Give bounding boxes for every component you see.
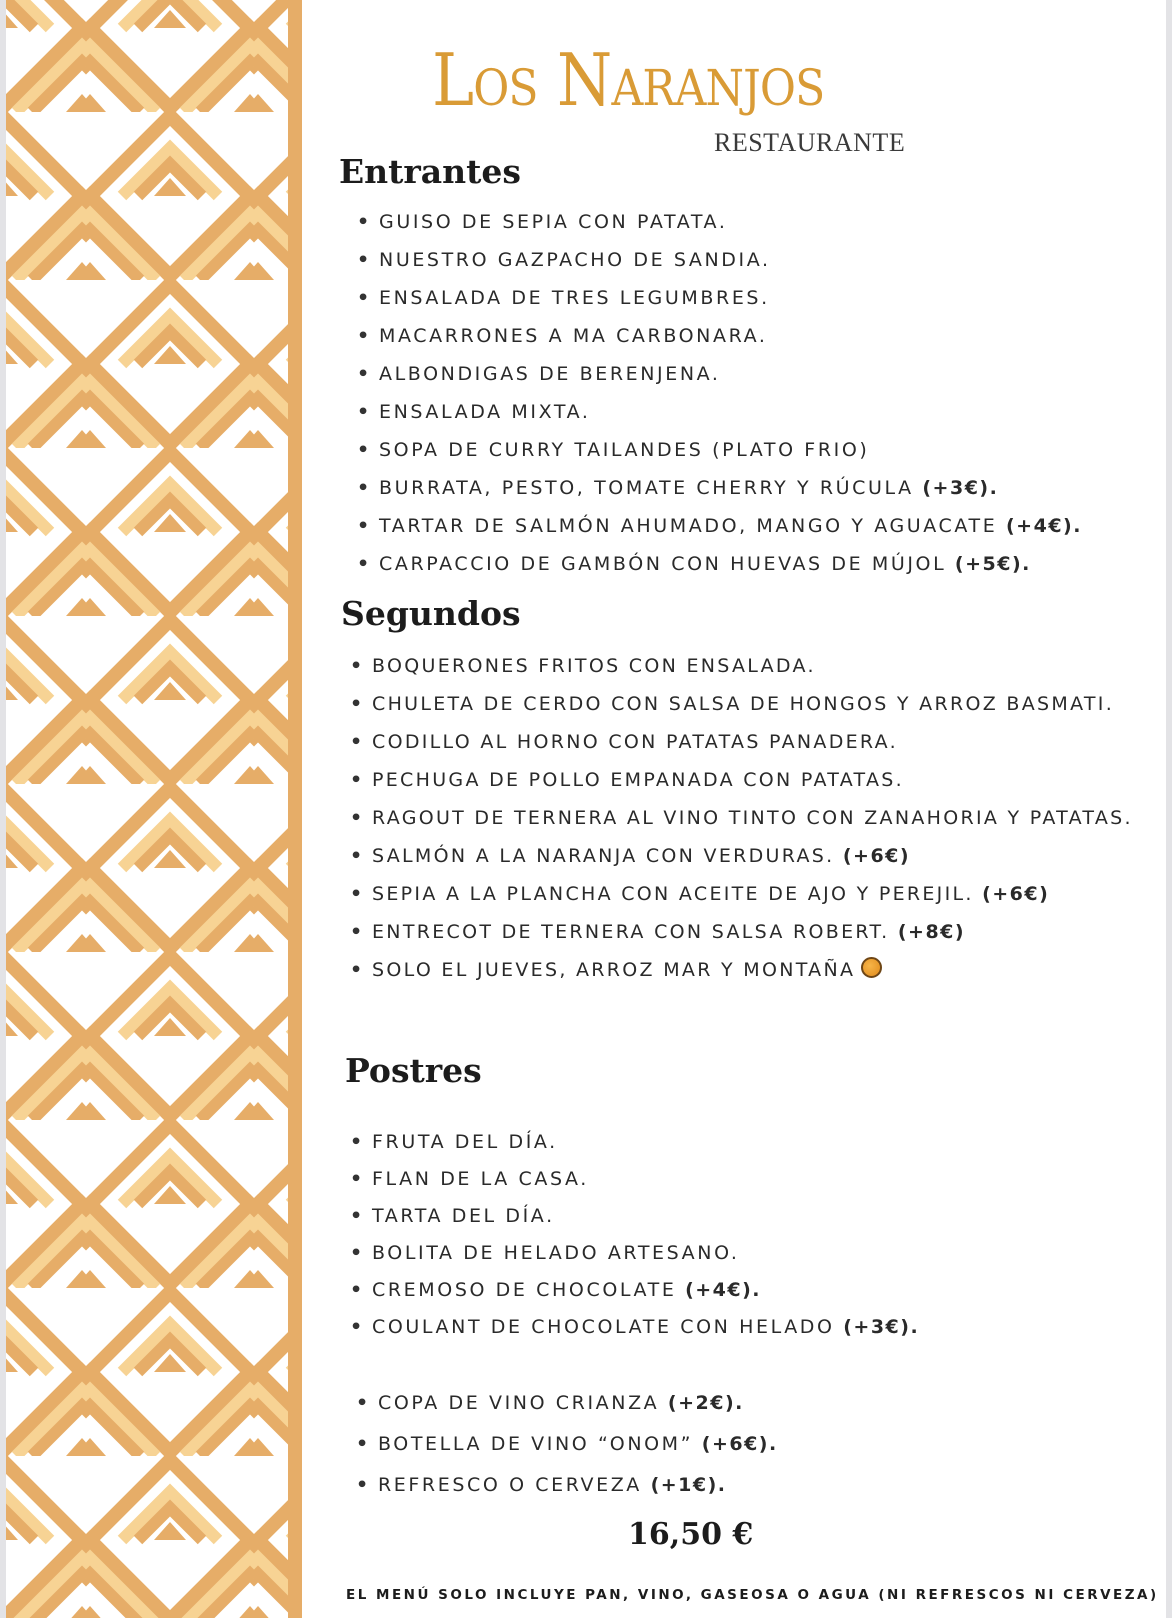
menu-item — [350, 1272, 919, 1309]
entrantes-list — [357, 203, 1082, 583]
section-title-entrantes: Entrantes — [339, 152, 521, 191]
menu-item-text: SALMÓN A LA NARANJA CON VERDURAS. — [372, 845, 843, 867]
bullet: • — [350, 655, 365, 677]
menu-item — [350, 799, 1133, 837]
menu-item-text: CARPACCIO DE GAMBÓN CON HUEVAS DE MÚJOL — [379, 553, 955, 575]
menu-item — [350, 913, 1133, 951]
restaurant-name: Los Naranjos — [432, 38, 825, 122]
menu-item-text: TARTA DEL DÍA. — [372, 1205, 555, 1227]
menu-item — [350, 875, 1133, 913]
menu-item — [357, 355, 1082, 393]
bullet: • — [357, 287, 372, 309]
bullet: • — [350, 1205, 365, 1227]
menu-item — [356, 1465, 778, 1506]
bullet: • — [350, 769, 365, 791]
menu-total-price: 16,50 € — [628, 1517, 754, 1552]
bullet: • — [350, 1279, 365, 1301]
menu-item-price: (+5€). — [954, 553, 1031, 575]
bullet: • — [350, 959, 365, 981]
restaurant-subtitle: RESTAURANTE — [714, 128, 906, 157]
menu-item — [350, 647, 1133, 685]
menu-item — [357, 279, 1082, 317]
menu-item — [350, 1309, 919, 1346]
menu-item-text: CHULETA DE CERDO CON SALSA DE HONGOS Y ARROZ BASMATI. — [372, 693, 1115, 715]
menu-item — [357, 317, 1082, 355]
menu-item-price: (+6€) — [982, 883, 1050, 905]
bullet: • — [350, 1316, 365, 1338]
menu-item-text: CREMOSO DE CHOCOLATE — [372, 1279, 686, 1301]
bullet: • — [356, 1433, 371, 1455]
menu-item — [356, 1383, 778, 1424]
segundos-list — [350, 647, 1133, 989]
menu-item-price: (+2€). — [667, 1392, 744, 1414]
menu-item-text: COPA DE VINO CRIANZA — [378, 1392, 668, 1414]
menu-item-text: NUESTRO GAZPACHO DE SANDIA. — [379, 249, 771, 271]
bullet: • — [350, 731, 365, 753]
menu-item-price: (+6€) — [842, 845, 911, 867]
menu-item-text: SOLO EL JUEVES, ARROZ MAR Y MONTAÑA — [372, 959, 856, 981]
menu-item-price: (+3€). — [843, 1316, 920, 1338]
decorative-chevron-pattern — [6, 0, 288, 1618]
orange-icon — [861, 957, 882, 978]
bullet: • — [350, 1242, 365, 1264]
menu-item-text: COULANT DE CHOCOLATE CON HELADO — [372, 1316, 844, 1338]
menu-item-price: (+1€). — [650, 1474, 727, 1496]
menu-item — [357, 241, 1082, 279]
menu-item-text: PECHUGA DE POLLO EMPANADA CON PATATAS. — [372, 769, 904, 791]
section-title-segundos: Segundos — [341, 594, 521, 633]
bullet: • — [357, 249, 372, 271]
menu-item — [350, 723, 1133, 761]
menu-item-text: RAGOUT DE TERNERA AL VINO TINTO CON ZANAHORIA Y PATATAS. — [372, 807, 1133, 829]
menu-item — [350, 685, 1133, 723]
menu-item — [350, 1235, 919, 1272]
bullet: • — [350, 807, 365, 829]
menu-item-text: SEPIA A LA PLANCHA CON ACEITE DE AJO Y PEREJIL. — [372, 883, 983, 905]
bullet: • — [357, 477, 372, 499]
bullet: • — [350, 883, 365, 905]
menu-item-price: (+4€). — [1006, 515, 1082, 537]
restaurant-logo — [432, 38, 906, 157]
bullet: • — [356, 1474, 371, 1496]
menu-item-price: (+6€). — [701, 1433, 778, 1455]
menu-item — [350, 837, 1133, 875]
bullet: • — [350, 921, 365, 943]
bullet: • — [357, 325, 372, 347]
menu-item — [350, 1161, 919, 1198]
menu-item — [350, 1198, 919, 1235]
menu-item — [357, 393, 1082, 431]
menu-item-text: ALBONDIGAS DE BERENJENA. — [379, 363, 721, 385]
bullet: • — [357, 439, 372, 461]
menu-item — [357, 469, 1082, 507]
menu-item-text: REFRESCO O CERVEZA — [378, 1474, 651, 1496]
menu-item — [357, 545, 1082, 583]
menu-item-text: FRUTA DEL DÍA. — [372, 1131, 558, 1153]
menu-item — [350, 761, 1133, 799]
section-title-postres: Postres — [345, 1051, 482, 1090]
menu-item-text: MACARRONES A MA CARBONARA. — [379, 325, 768, 347]
bullet: • — [357, 363, 372, 385]
menu-item — [357, 431, 1082, 469]
menu-item-text: ENSALADA MIXTA. — [379, 401, 591, 423]
menu-item-price: (+8€) — [897, 921, 966, 943]
menu-item-text: ENSALADA DE TRES LEGUMBRES. — [379, 287, 770, 309]
pattern-border-stripe — [288, 0, 302, 1618]
menu-item — [356, 1424, 778, 1465]
bullet: • — [350, 845, 365, 867]
menu-item-price: (+4€). — [685, 1279, 762, 1301]
bullet: • — [357, 553, 372, 575]
menu-item — [350, 951, 1133, 989]
menu-item-text: ENTRECOT DE TERNERA CON SALSA ROBERT. — [372, 921, 898, 943]
page-edge-right — [1166, 0, 1172, 1618]
menu-item — [357, 203, 1082, 241]
menu-item-text: TARTAR DE SALMÓN AHUMADO, MANGO Y AGUACATE — [379, 515, 1006, 537]
bullet: • — [350, 693, 365, 715]
menu-item — [350, 1124, 919, 1161]
menu-item-price: (+3€). — [922, 477, 999, 499]
menu-item-text: BOTELLA DE VINO “ONOM” — [378, 1433, 702, 1455]
bullet: • — [356, 1392, 371, 1414]
bullet: • — [357, 211, 372, 233]
bullet: • — [357, 401, 372, 423]
menu-item-text: FLAN DE LA CASA. — [372, 1168, 589, 1190]
menu-item-text: SOPA DE CURRY TAILANDES (PLATO FRIO) — [379, 439, 870, 461]
postres-list — [350, 1124, 919, 1346]
menu-item-text: CODILLO AL HORNO CON PATATAS PANADERA. — [372, 731, 898, 753]
bullet: • — [350, 1131, 365, 1153]
bullet: • — [350, 1168, 365, 1190]
bullet: • — [357, 515, 372, 537]
menu-item-text: BOLITA DE HELADO ARTESANO. — [372, 1242, 740, 1264]
menu-item-text: GUISO DE SEPIA CON PATATA. — [379, 211, 728, 233]
menu-item-text: BOQUERONES FRITOS CON ENSALADA. — [372, 655, 816, 677]
menu-item-text: BURRATA, PESTO, TOMATE CHERRY Y RÚCULA — [379, 477, 923, 499]
bebidas-list — [356, 1383, 778, 1506]
menu-item — [357, 507, 1082, 545]
footer-note: EL MENÚ SOLO INCLUYE PAN, VINO, GASEOSA O AGUA (NI REFRESCOS NI CERVEZA) — [346, 1587, 1159, 1603]
